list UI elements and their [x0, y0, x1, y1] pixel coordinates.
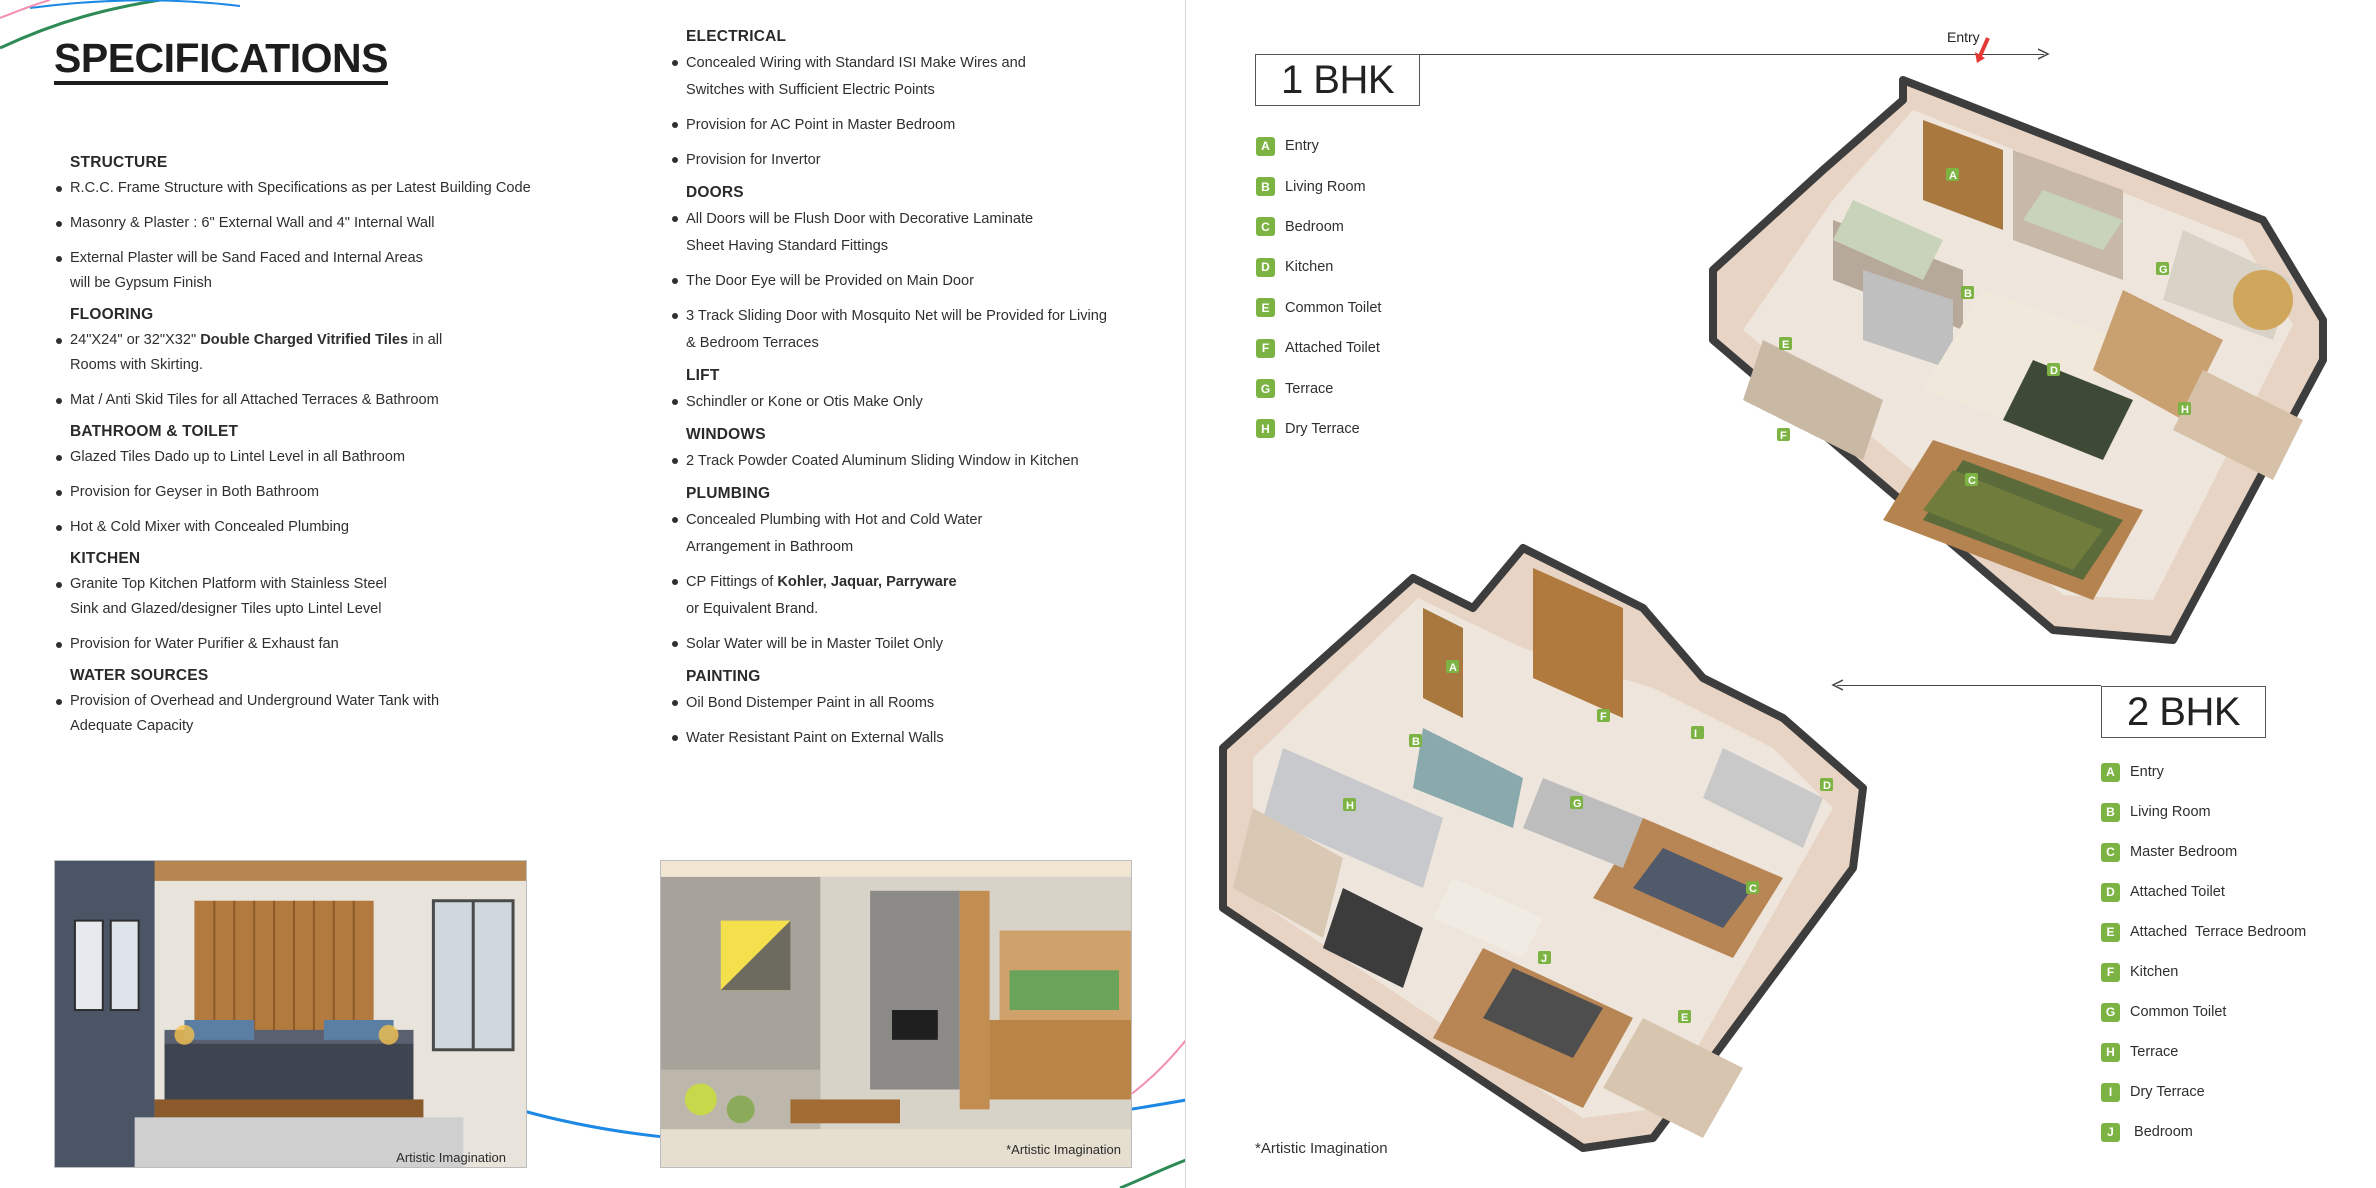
legend-key-badge: C: [2101, 843, 2120, 862]
legend-label: Master Bedroom: [2130, 844, 2238, 860]
two-bhk-floor-plan: [1223, 548, 1963, 1163]
spec-bullet-list: [672, 50, 1172, 174]
spec-bullet-item: [56, 632, 616, 657]
spec-section-title: ELECTRICAL: [686, 28, 787, 45]
legend-key-badge: I: [2101, 1083, 2120, 1102]
spec-text: Sink and Glazed/designer Tiles upto Lintel Level: [70, 601, 382, 617]
spec-bullet-list: [672, 206, 1172, 357]
spec-text: Adequate Capacity: [70, 718, 194, 734]
legend-key-badge: E: [1256, 298, 1275, 317]
spec-bullet-item: [56, 572, 616, 622]
specifications-page: [0, 0, 1186, 1188]
spec-text: Kohler, Jaquar, Parryware: [777, 574, 957, 590]
spec-bullet-item: [56, 515, 616, 540]
spec-text: Masonry & Plaster : 6" External Wall and 4" Internal Wall: [70, 215, 435, 231]
svg-text:E: E: [1782, 339, 1790, 351]
spec-text: Arrangement in Bathroom: [686, 539, 854, 555]
living-room-photo: [660, 860, 1132, 1168]
legend-item: [1256, 166, 1381, 206]
spec-text: Oil Bond Distemper Paint in all Rooms: [686, 695, 935, 711]
svg-text:G: G: [2159, 264, 2168, 276]
spec-text: Provision of Overhead and Underground Water Tank with: [70, 693, 440, 709]
legend-key-badge: A: [1256, 137, 1275, 156]
spec-text: Switches with Sufficient Electric Points: [686, 82, 935, 98]
spec-bullet-item: [672, 206, 1172, 260]
legend-key-badge: H: [2101, 1043, 2120, 1062]
spec-section-title: KITCHEN: [70, 550, 141, 567]
legend-item: [1256, 247, 1381, 287]
one-bhk-title: 1 BHK: [1255, 54, 1420, 106]
legend-key-badge: H: [1256, 419, 1275, 438]
spec-bullet-item: [672, 569, 1172, 623]
spec-section-title: LIFT: [686, 367, 720, 384]
spec-column-right: [672, 28, 1172, 762]
spec-text: in all: [408, 332, 443, 348]
spec-section: [672, 426, 1172, 475]
legend-item: [2101, 1032, 2306, 1072]
svg-text:E: E: [1681, 1012, 1689, 1024]
spec-text: & Bedroom Terraces: [686, 335, 819, 351]
legend-item: [2101, 992, 2306, 1032]
spec-text: will be Gypsum Finish: [70, 275, 212, 291]
legend-item: [2101, 1112, 2306, 1152]
spec-bullet-item: [56, 388, 616, 413]
svg-text:B: B: [1964, 288, 1972, 300]
one-bhk-legend: [1256, 126, 1381, 449]
svg-text:C: C: [1968, 475, 1976, 487]
spec-bullet-list: [56, 572, 616, 657]
floor-plans-page: [1187, 0, 2376, 1188]
living-photo-caption: *Artistic Imagination: [1006, 1142, 1121, 1157]
legend-item: [1256, 328, 1381, 368]
legend-label: Living Room: [2130, 804, 2211, 820]
svg-text:A: A: [1949, 170, 1957, 182]
legend-label: Terrace: [1285, 380, 1334, 397]
spec-text: Mat / Anti Skid Tiles for all Attached Terraces & Bathroom: [70, 392, 439, 408]
spec-bullet-list: [672, 690, 1172, 752]
legend-label: Common Toilet: [2130, 1004, 2227, 1020]
spec-bullet-item: [56, 445, 616, 470]
legend-key-badge: B: [2101, 803, 2120, 822]
spec-bullet-list: [672, 507, 1172, 658]
legend-item: [2101, 752, 2306, 792]
two-bhk-legend: [2101, 752, 2306, 1152]
spec-bullet-item: [672, 147, 1172, 174]
spec-section-title: PAINTING: [686, 668, 761, 685]
legend-label: Common Toilet: [1285, 299, 1382, 316]
one-bhk-entry-label: Entry: [1947, 29, 1980, 45]
legend-item: [2101, 912, 2306, 952]
spec-section: [672, 184, 1172, 357]
legend-label: Bedroom: [2130, 1124, 2193, 1140]
bedroom-photo: [54, 860, 527, 1168]
legend-item: [1256, 409, 1381, 449]
legend-item: [1256, 368, 1381, 408]
legend-key-badge: A: [2101, 763, 2120, 782]
spec-text: 24"X24" or 32"X32": [70, 332, 201, 348]
spec-text: CP Fittings of: [686, 574, 778, 590]
spec-text: Provision for Water Purifier & Exhaust fan: [70, 636, 339, 652]
legend-key-badge: F: [2101, 963, 2120, 982]
legend-item: [2101, 792, 2306, 832]
legend-key-badge: G: [1256, 379, 1275, 398]
spec-bullet-item: [672, 112, 1172, 139]
spec-bullet-item: [56, 246, 616, 296]
page-title: SPECIFICATIONS: [54, 36, 388, 85]
legend-key-badge: D: [2101, 883, 2120, 902]
spec-bullet-item: [672, 268, 1172, 295]
spec-text: R.C.C. Frame Structure with Specifications as per Latest Building Code: [70, 180, 531, 196]
spec-section-title: WINDOWS: [686, 426, 766, 443]
spec-text: All Doors will be Flush Door with Decorative Laminate: [686, 211, 1034, 227]
legend-key-badge: F: [1256, 339, 1275, 358]
svg-text:A: A: [1449, 662, 1457, 674]
svg-text:J: J: [1541, 953, 1548, 965]
spec-bullet-item: [672, 389, 1172, 416]
legend-item: [2101, 952, 2306, 992]
spec-section-title: DOORS: [686, 184, 744, 201]
spec-bullet-item: [672, 303, 1172, 357]
legend-key-badge: G: [2101, 1003, 2120, 1022]
spec-text: External Plaster will be Sand Faced and Internal Areas: [70, 250, 423, 266]
bedroom-photo-caption: Artistic Imagination: [396, 1150, 506, 1165]
spec-bullet-item: [672, 725, 1172, 752]
svg-text:B: B: [1412, 736, 1420, 748]
spec-text: Concealed Plumbing with Hot and Cold Water: [686, 512, 983, 528]
spec-section: [56, 550, 616, 657]
svg-text:F: F: [1780, 430, 1787, 442]
legend-item: [1256, 288, 1381, 328]
spec-text: 2 Track Powder Coated Aluminum Sliding Window in Kitchen: [686, 453, 1079, 469]
legend-item: [2101, 872, 2306, 912]
legend-label: Terrace: [2130, 1044, 2179, 1060]
legend-label: Kitchen: [1285, 259, 1334, 276]
spec-section-title: PLUMBING: [686, 485, 771, 502]
artistic-imagination-note: *Artistic Imagination: [1255, 1140, 1388, 1157]
spec-section: [672, 367, 1172, 416]
svg-text:D: D: [2050, 365, 2058, 377]
spec-text: or Equivalent Brand.: [686, 601, 819, 617]
spec-text: Hot & Cold Mixer with Concealed Plumbing: [70, 519, 350, 535]
spec-section-title: WATER SOURCES: [70, 667, 209, 684]
spec-text: Concealed Wiring with Standard ISI Make Wires and: [686, 55, 1026, 71]
spec-section: [672, 668, 1172, 752]
svg-text:F: F: [1600, 711, 1607, 723]
spec-bullet-item: [672, 631, 1172, 658]
spec-bullet-list: [56, 445, 616, 540]
spec-text: Provision for Geyser in Both Bathroom: [70, 484, 320, 500]
spec-text: Granite Top Kitchen Platform with Stainless Steel: [70, 576, 387, 592]
spec-bullet-item: [56, 480, 616, 505]
spec-section: [56, 423, 616, 540]
spec-section-title: STRUCTURE: [70, 154, 168, 171]
legend-key-badge: D: [1256, 258, 1275, 277]
spec-text: Glazed Tiles Dado up to Lintel Level in all Bathroom: [70, 449, 406, 465]
spec-column-left: [56, 154, 616, 749]
spec-text: Solar Water will be in Master Toilet Only: [686, 636, 944, 652]
spec-bullet-item: [56, 211, 616, 236]
spec-text: The Door Eye will be Provided on Main Door: [686, 273, 974, 289]
spec-bullet-list: [56, 328, 616, 413]
spec-section-title: BATHROOM & TOILET: [70, 423, 239, 440]
spec-text: Provision for Invertor: [686, 152, 821, 168]
svg-text:D: D: [1823, 780, 1831, 792]
legend-item: [1256, 207, 1381, 247]
spec-text: Schindler or Kone or Otis Make Only: [686, 394, 923, 410]
spec-section: [56, 667, 616, 739]
legend-label: Attached Toilet: [1285, 340, 1380, 357]
spec-bullet-list: [672, 448, 1172, 475]
legend-item: [2101, 832, 2306, 872]
legend-label: Kitchen: [2130, 964, 2179, 980]
legend-label: Living Room: [1285, 178, 1366, 195]
svg-text:I: I: [1694, 728, 1698, 740]
legend-key-badge: E: [2101, 923, 2120, 942]
spec-bullet-list: [672, 389, 1172, 416]
spec-bullet-item: [672, 448, 1172, 475]
legend-key-badge: J: [2101, 1123, 2120, 1142]
spec-text: Rooms with Skirting.: [70, 357, 204, 373]
spec-bullet-list: [56, 176, 616, 296]
spec-text: Provision for AC Point in Master Bedroom: [686, 117, 956, 133]
legend-label: Attached Toilet: [2130, 884, 2225, 900]
spec-text: Double Charged Vitrified Tiles: [200, 332, 409, 348]
spec-text: Water Resistant Paint on External Walls: [686, 730, 944, 746]
spec-text: Sheet Having Standard Fittings: [686, 238, 888, 254]
spec-bullet-item: [672, 690, 1172, 717]
spec-bullet-item: [672, 507, 1172, 561]
spec-text: 3 Track Sliding Door with Mosquito Net will be Provided for Living: [686, 308, 1107, 324]
spec-section: [672, 28, 1172, 174]
legend-label: Dry Terrace: [1285, 420, 1360, 437]
spec-section-title: FLOORING: [70, 306, 154, 323]
svg-text:C: C: [1749, 883, 1757, 895]
two-bhk-title: 2 BHK: [2101, 686, 2266, 738]
spec-bullet-item: [56, 176, 616, 201]
legend-label: Entry: [1285, 138, 1319, 155]
svg-text:G: G: [1573, 798, 1582, 810]
spec-section: [56, 306, 616, 413]
legend-label: Attached Terrace Bedroom: [2130, 924, 2307, 940]
legend-label: Bedroom: [1285, 218, 1344, 235]
spec-bullet-item: [672, 50, 1172, 104]
spec-bullet-item: [56, 689, 616, 739]
legend-label: Dry Terrace: [2130, 1084, 2205, 1100]
svg-text:H: H: [1346, 800, 1354, 812]
legend-key-badge: B: [1256, 177, 1275, 196]
legend-item: [2101, 1072, 2306, 1112]
spec-bullet-list: [56, 689, 616, 739]
spec-section: [672, 485, 1172, 658]
spec-section: [56, 154, 616, 296]
svg-text:H: H: [2181, 404, 2189, 416]
spec-bullet-item: [56, 328, 616, 378]
legend-label: Entry: [2130, 764, 2164, 780]
legend-item: [1256, 126, 1381, 166]
legend-key-badge: C: [1256, 217, 1275, 236]
